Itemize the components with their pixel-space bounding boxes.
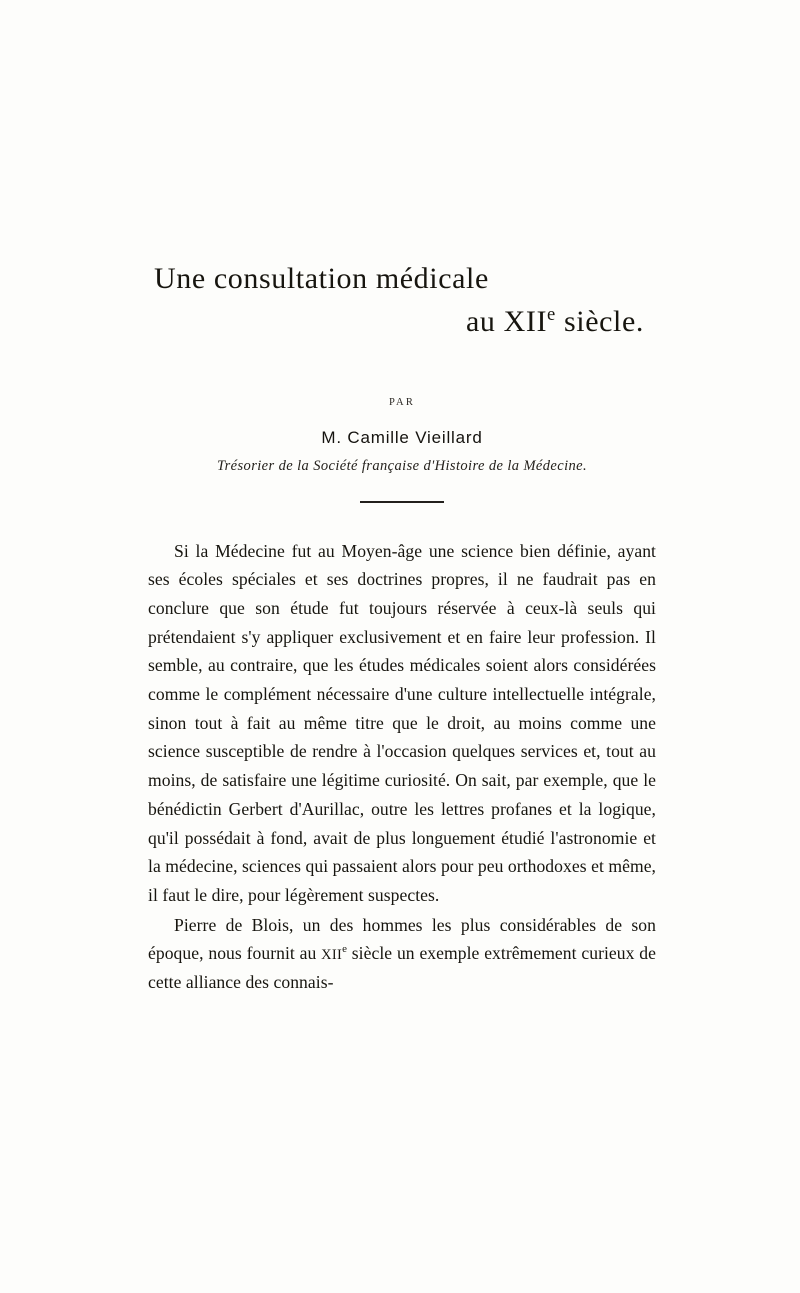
page-content <box>148 258 656 997</box>
paragraph-1: Si la Médecine fut au Moyen-âge une science bien définie, ayant ses écoles spéciales et ses doctrines propres, il ne faudrait pas en conclure que son étude fut toujours réservée à ceux-là seuls qui prétendaient s'y appliquer exclusivement et en faire leur profession. Il semble, au contraire, que les études médicales soient alors considérées comme le complément nécessaire d'une culture intellectuelle intégrale, sinon tout à fait au même titre que le droit, au moins comme une science susceptible de rendre à l'occasion quelques services et, tout au moins, de satisfaire une légitime curiosité. On sait, par exemple, que le bénédictin Gerbert d'Aurillac, outre les lettres profanes et la logique, qu'il possédait à fond, avait de plus longuement étudié l'astronomie et la médecine, sciences qui passaient alors pour peu orthodoxes et même, il faut le dire, pour légèrement suspectes. <box>148 540 656 905</box>
title-line-2-post: siècle. <box>555 305 644 339</box>
section-divider <box>148 501 656 503</box>
paragraph-2-ordinal-suffix: e <box>342 943 347 956</box>
paragraph-2 <box>148 911 656 997</box>
page-title <box>148 258 656 343</box>
body-text <box>148 537 656 997</box>
paragraph-2-before: Pierre de Blois, un des hommes les plus considérables de son époque, nous fournit au <box>148 914 656 964</box>
author-subtitle: Trésorier de la Société française d'Histoire de la Médecine. <box>216 457 588 474</box>
byline-par-label: PAR <box>388 396 416 408</box>
paragraph-2-smallcaps: XII <box>321 947 343 964</box>
divider-rule <box>360 501 444 503</box>
title-ordinal-suffix: e <box>547 304 556 326</box>
paragraph-2-after: siècle un exemple extrêmement curieux de cette alliance des connais- <box>148 943 656 992</box>
author-name: M. Camille Vieillard <box>321 427 483 447</box>
title-line-2-pre: au XII <box>465 305 548 339</box>
title-line-1: Une consultation médicale <box>154 262 489 295</box>
title-line-2 <box>148 301 656 342</box>
